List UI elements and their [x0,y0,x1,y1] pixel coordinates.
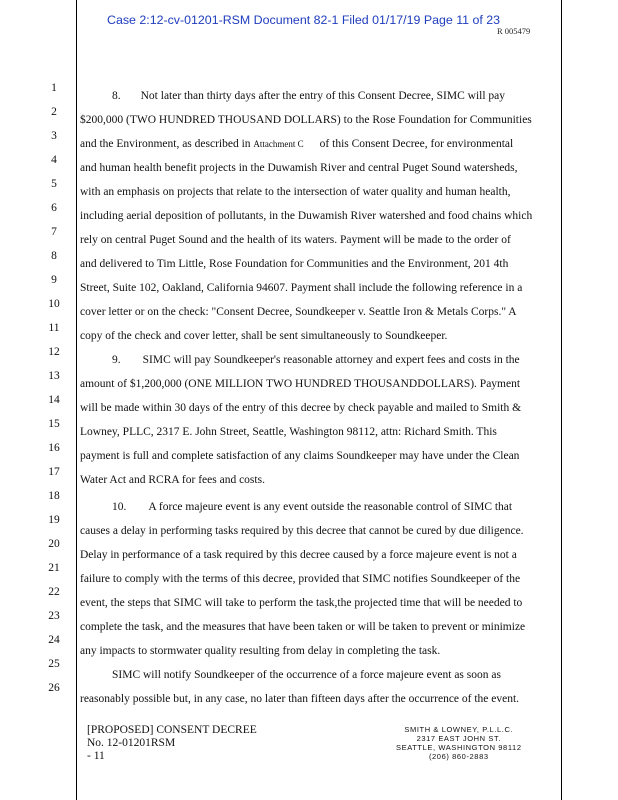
document-title: [PROPOSED] CONSENT DECREE [87,724,257,736]
paragraph-9-line: amount of $1,200,000 (ONE MILLION TWO HUNDRED THOUSANDDOLLARS). Payment [80,378,521,390]
paragraph-number: 8. [112,90,121,102]
paragraph-8-line: rely on central Puget Sound and the health of its waters. Payment will be made to the order of [80,234,511,246]
paragraph-10-line: Delay in performance of a task required by this decree caused by a force majeure event is not a [80,549,517,561]
line-number: 15 [48,418,60,430]
line-number: 5 [51,178,57,190]
line-number: 21 [48,562,60,574]
line-number: 7 [51,226,57,238]
paragraph-10-line: causes a delay in performing tasks required by this decree that cannot be cured by due diligence. [80,525,524,537]
paragraph-8-line: with an emphasis on projects that relate to the intersection of water quality and human health, [80,186,511,198]
line-number: 3 [51,130,57,142]
paragraph-8-line: 8. Not later than thirty days after the entry of this Consent Decree, SIMC will pay [112,90,506,102]
right-margin-rule [561,0,562,800]
paragraph-8-line: copy of the check and cover letter, shall be sent simultaneously to Soundkeeper. [80,330,448,342]
line-number: 17 [48,466,60,478]
paragraph-10-line: 10. A force majeure event is any event outside the reasonable control of SIMC that [112,501,513,513]
paragraph-11-line: SIMC will notify Soundkeeper of the occurrence of a force majeure event as soon as [112,669,501,681]
paragraph-8-line: and human health benefit projects in the Duwamish River and central Puget Sound watersheds, [80,162,518,174]
paragraph-10-line: event, the steps that SIMC will take to perform the task,the projected time that will be needed to [80,597,523,609]
line-number: 13 [48,370,60,382]
case-number: No. 12-01201RSM [87,737,176,749]
paragraph-10-line: failure to comply with the terms of this decree, provided that SIMC notifies Soundkeeper of the [80,573,521,585]
paragraph-9-line: will be made within 30 days of the entry of this decree by check payable and mailed to Smith & [80,402,522,414]
line-number: 25 [48,658,60,670]
line-number: 20 [48,538,60,550]
line-number: 23 [48,610,60,622]
paragraph-number: 9. [112,354,121,366]
paragraph-9-line: 9. SIMC will pay Soundkeeper's reasonable attorney and expert fees and costs in the [112,354,520,366]
law-firm-block [396,725,522,761]
firm-name: SMITH & LOWNEY, P.L.L.C. [404,725,514,734]
paragraph-8-line: Street, Suite 102, Oakland, California 94607. Payment shall include the following reference in a [80,282,523,294]
line-number: 1 [51,82,57,94]
line-number: 12 [48,346,60,358]
paragraph-9-line: Lowney, PLLC, 2317 E. John Street, Seattle, Washington 98112, attn: Richard Smith. This [80,426,497,438]
paragraph-8-line: and delivered to Tim Little, Rose Foundation for Communities and the Environment, 201 4th [80,258,509,270]
paragraph-11-line: reasonably possible but, in any case, no later than fifteen days after the occurrence of the event. [80,693,520,705]
line-number: 11 [48,322,60,334]
line-number: 22 [48,586,60,598]
line-number: 9 [51,274,57,286]
paragraph-number: 10. [112,501,127,513]
paragraph-10-line: any impacts to stormwater quality resulting from delay in completing the task. [80,645,441,657]
paragraph-10-line: complete the task, and the measures that have been taken or will be taken to prevent or minimize [80,621,526,633]
firm-phone: (206) 860-2883 [428,752,489,761]
line-number: 14 [48,394,60,406]
line-number: 2 [51,106,57,118]
paragraph-8-line: including aerial deposition of pollutants, in the Duwamish River watershed and food chains which [80,210,533,222]
page-number: - 11 [87,750,105,762]
line-number: 24 [48,634,60,646]
firm-city: SEATTLE, WASHINGTON 98112 [396,743,522,752]
line-number: 18 [48,490,60,502]
line-number: 6 [51,202,57,214]
paragraph-9-line: payment is full and complete satisfaction of any claims Soundkeeper may have under the Clean [80,450,520,462]
line-number: 4 [51,154,57,166]
line-number: 16 [48,442,60,454]
left-margin-rule [76,0,77,800]
paragraph-8-line: cover letter or on the check: "Consent Decree, Soundkeeper v. Seattle Iron & Metals Corps." A [80,306,517,318]
paragraph-8-line: $200,000 (TWO HUNDRED THOUSAND DOLLARS) to the Rose Foundation for Communities [80,114,532,126]
firm-address: 2317 EAST JOHN ST. [416,734,502,743]
attachment-reference: Attachment C [253,139,304,149]
bates-stamp: R 005479 [497,26,531,36]
line-number: 8 [51,250,57,262]
line-number: 10 [48,298,60,310]
line-number: 26 [48,682,60,694]
paragraph-8-line: and the Environment, as described in Attachment C of this Consent Decree, for environmental [80,138,514,150]
line-number: 19 [48,514,60,526]
case-header: Case 2:12-cv-01201-RSM Document 82-1 Filed 01/17/19 Page 11 of 23 [107,13,501,27]
footer-caption [87,724,257,763]
paragraph-9-line: Water Act and RCRA for fees and costs. [80,474,265,486]
